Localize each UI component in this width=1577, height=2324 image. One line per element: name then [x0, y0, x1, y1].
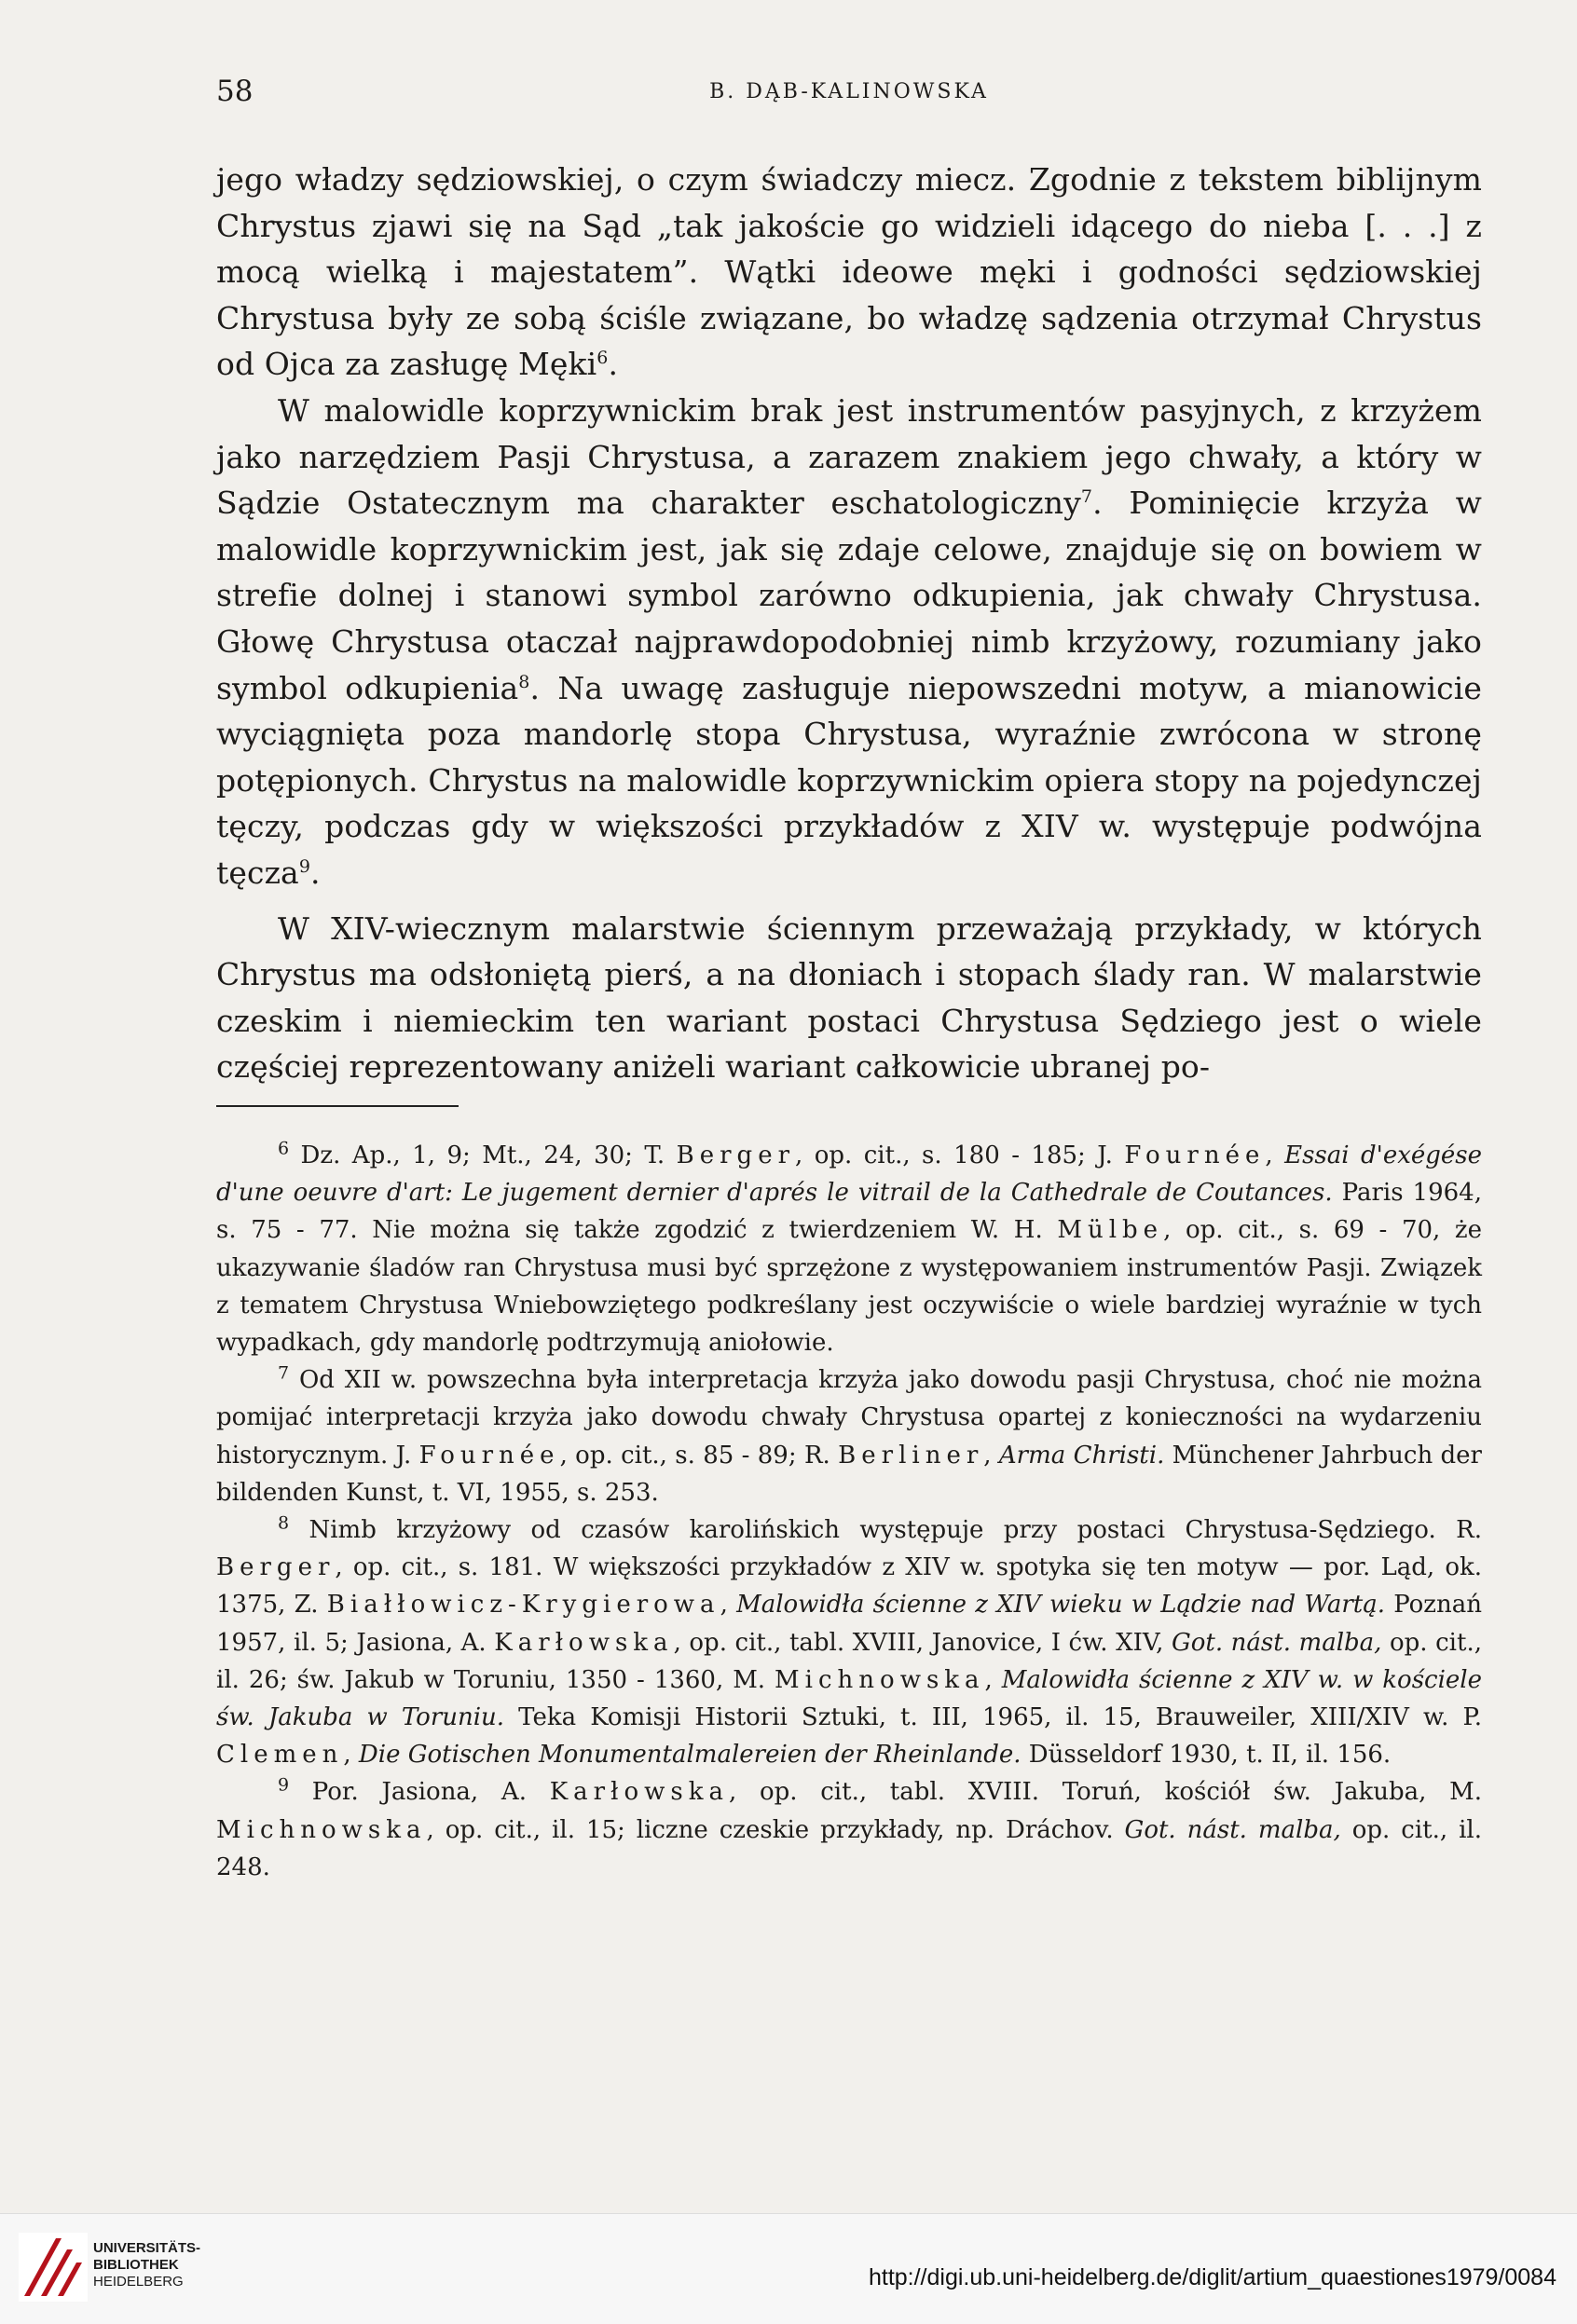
- footnote-ref-9[interactable]: 9: [298, 855, 311, 877]
- footnote-8: $^8$ Nimb krzyżowy od czasów karolińskich występuje przy postaci Chrystusa-Sędziego. R. Berger, op. cit., s. 181. W większości przykładów z XIV w. spotyka się ten motyw — por. Ląd, ok. 1375, Z. Białłowicz-Krygierowa, Malowidła ścienne z XIV wieku w Lądzie nad Wartą. Poznań 1957, il. 5; Jasiona, A. Karłowska, op. cit., tabl. XVIII, Janovice, I ćw. XIV, Got. nást. malba, op. cit., il. 26; św. Jakub w Toruniu, 1350 - 1360, M. Michnowska, Malowidła ścienne z XIV w. w kościele św. Jakuba w Toruniu. Teka Komisji Historii Sztuki, t. III, 1965, il. 15, Brauweiler, XIII/XIV w. P. Clemen, Die Gotischen Monumentalmalereien der Rheinlande. Düsseldorf 1930, t. II, il. 156.: [216, 1512, 1483, 1770]
- footnote-6: $^6$ Dz. Ap., 1, 9; Mt., 24, 30; T. Berger, op. cit., s. 180 - 185; J. Fournée, Essai d'exégése d'une oeuvre d'art: Le jugement dernier d'aprés le vitrail de la Cathedrale de Coutances. Paris 1964, s. 75 - 77. Nie można się także zgodzić z twierdzeniem W. H. Mülbe, op. cit., s. 69 - 70, że ukazywanie śladów ran Chrystusa musi być sprzężone z występowaniem instrumentów Pasji. Związek z tematem Chrystusa Wniebowziętego podkreślany jest oczywiście o wiele bardziej wyraźnie w tych wypadkach, gdy mandorlę podtrzymują aniołowie.: [216, 1138, 1483, 1358]
- footnote-ref-8[interactable]: 8: [518, 671, 530, 692]
- library-footer: [0, 2213, 1577, 2324]
- source-url-link[interactable]: http://digi.ub.uni-heidelberg.de/diglit/artium_quaestiones1979/0084: [868, 2264, 1556, 2290]
- running-header: [216, 75, 1482, 112]
- footnote-9: $^9$ Por. Jasiona, A. Karłowska, op. cit., tabl. XVIII. Toruń, kościół św. Jakuba, M. Michnowska, op. cit., il. 15; liczne czeskie przykłady, np. Dráchov. Got. nást. malba, op. cit., il. 248.: [216, 1774, 1483, 1881]
- footnote-7: $^7$ Od XII w. powszechna była interpretacja krzyża jako dowodu pasji Chrystusa, choć nie można pomijać interpretacji krzyża jako dowodu chwały Chrystusa opartej z konieczności na wydarzeniu historycznym. J. Fournée, op. cit., s. 85 - 89; R. Berliner, Arma Christi. Münchener Jahrbuch der bildenden Kunst, t. VI, 1955, s. 253.: [216, 1362, 1482, 1507]
- paragraph-3: W XIV-wiecznym malarstwie ściennym przeważają przykłady, w których Chrystus ma odsłoniętą pierś, a na dłoniach i stopach ślady ran. W malarstwie czeskim i niemieckim ten wariant postaci Chrystusa Sędziego jest o wiele częściej reprezentowany aniżeli wariant całkowicie ubranej po-: [216, 909, 1482, 1086]
- library-name: UNIVERSITÄTS- BIBLIOTHEK HEIDELBERG: [93, 2240, 201, 2290]
- page-number: 58: [216, 75, 254, 108]
- library-logo-icon: [19, 2233, 88, 2302]
- paragraph-2: W malowidle koprzywnickim brak jest instrumentów pasyjnych, z krzyżem jako narzędziem Pasji Chrystusa, a zarazem znakiem jego chwały, a który w Sądzie Ostatecznym ma charakter eschatologiczny$^7$. Pominięcie krzyża w malowidle koprzywnickim jest, jak się zdaje celowe, znajduje się on bowiem w strefie dolnej i stanowi symbol zarówno odkupienia, jak chwały Chrystusa. Głowę Chrystusa otaczał najprawdopodobniej nimb krzyżowy, rozumiany jako symbol odkupienia$^8$. Na uwagę zasługuje niepowszedni motyw, a mianowicie wyciągnięta poza mandorlę stopa Chrystusa, wyraźnie zwrócona w stronę potępionych. Chrystus na malowidle koprzywnickim opiera stopy na pojedynczej tęczy, podczas gdy w większości przykładów z XIV w. występuje podwójna tęcza$^9$.: [216, 391, 1483, 891]
- running-title: B. DĄB-KALINOWSKA: [709, 80, 989, 103]
- footnotes: [216, 1137, 1482, 1886]
- paragraph-1: jego władzy sędziowskiej, o czym świadczy miecz. Zgodnie z tekstem biblijnym Chrystus zjawi się na Sąd „tak jakoście go widzieli idącego do nieba [. . .] z mocą wielką i majestatem”. Wątki ideowe męki i godności sędziowskiej Chrystusa były ze sobą ściśle związane, bo władzę sądzenia otrzymał Chrystus od Ojca za zasługę Męki$^6$.: [216, 161, 1482, 383]
- footnote-ref-7[interactable]: 7: [1080, 486, 1093, 508]
- footnote-rule: [216, 1105, 459, 1107]
- main-text: [216, 157, 1482, 1090]
- footnote-ref-6[interactable]: 6: [597, 348, 609, 369]
